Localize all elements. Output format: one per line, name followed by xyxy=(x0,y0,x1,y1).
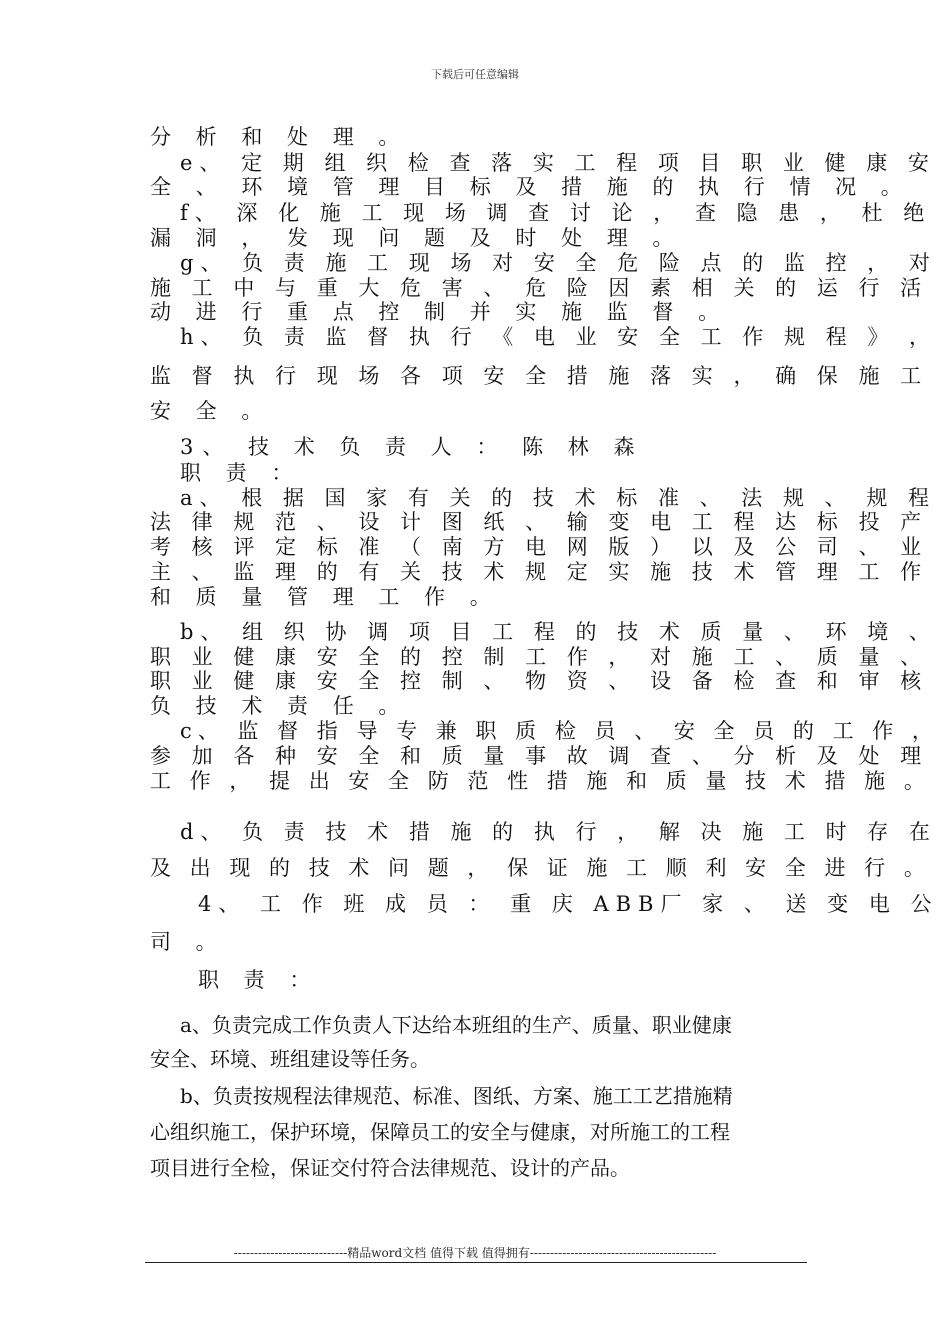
page-header: 下载后可任意编辑 xyxy=(431,68,519,81)
text-line: g、 负 责 施 工 现 场 对 安 全 危 险 点 的 监 控 ， 对 xyxy=(180,251,937,275)
text-line: 主 、 监 理 的 有 关 技 术 规 定 实 施 技 术 管 理 工 作 xyxy=(150,560,929,584)
text-line: 施 工 中 与 重 大 危 害 、 危 险 因 素 相 关 的 运 行 活 xyxy=(150,276,929,300)
text-line: 监 督 执 行 现 场 各 项 安 全 措 施 落 实 ， 确 保 施 工 xyxy=(150,364,929,388)
text-line: 全 、 环 境 管 理 目 标 及 措 施 的 执 行 情 况 。 xyxy=(150,175,911,199)
text-line: 安全、环境、班组建设等任务。 xyxy=(150,1047,430,1071)
text-line: b、负责按规程法律规范、标准、图纸、方案、施工工艺措施精 xyxy=(180,1084,733,1108)
text-line: 及 出 现 的 技 术 问 题 ， 保 证 施 工 顺 利 安 全 进 行 。 xyxy=(150,856,931,880)
text-line: 动 进 行 重 点 控 制 并 实 施 监 督 。 xyxy=(150,300,729,324)
text-line: 参 加 各 种 安 全 和 质 量 事 故 调 查 、 分 析 及 处 理 xyxy=(150,744,929,768)
text-line: 工 作 ， 提 出 安 全 防 范 性 措 施 和 质 量 技 术 措 施 。 xyxy=(150,769,931,793)
text-line: a、 根 据 国 家 有 关 的 技 术 标 准 、 法 规 、 规 程 xyxy=(180,486,936,510)
text-line: e、 定 期 组 织 检 查 落 实 工 程 项 目 职 业 健 康 安 xyxy=(180,151,936,175)
text-line: h、 负 责 监 督 执 行 《 电 业 安 全 工 作 规 程 》 ， xyxy=(180,325,938,349)
text-line: d、 负 责 技 术 措 施 的 执 行 ， 解 决 施 工 时 存 在 xyxy=(180,820,937,844)
text-line: 和 质 量 管 理 工 作 。 xyxy=(150,585,500,609)
text-line: 分 析 和 处 理 。 xyxy=(150,125,409,149)
text-line: a、负责完成工作负责人下达给本班组的生产、质量、职业健康 xyxy=(180,1013,732,1037)
text-line: 心组织施工，保护环境，保障员工的安全与健康，对所施工的工程 xyxy=(150,1120,730,1144)
text-line: 职 业 健 康 安 全 控 制 、 物 资 、 设 备 检 查 和 审 核 xyxy=(150,669,929,693)
text-line: 考 核 评 定 标 准 （ 南 方 电 网 版 ） 以 及 公 司 、 业 xyxy=(150,535,929,559)
footer-divider xyxy=(145,1262,807,1263)
text-line: b、 组 织 协 调 项 目 工 程 的 技 术 质 量 、 环 境 、 xyxy=(180,620,937,644)
section-heading: 3、 技 术 负 责 人 ： 陈 林 森 xyxy=(180,435,644,459)
text-line: f、 深 化 施 工 现 场 调 查 讨 论 ， 查 隐 患 ， 杜 绝 xyxy=(180,201,932,225)
text-line: 司 。 xyxy=(150,930,226,954)
page-footer: ----------------------------精品word文档 值得下载 值得拥有---------------------------------------------- xyxy=(233,1246,717,1260)
text-line: 安 全 。 xyxy=(150,399,272,423)
text-line: c、 监 督 指 导 专 兼 职 质 检 员 、 安 全 员 的 工 作 ， xyxy=(180,719,939,743)
text-line: 项目进行全检，保证交付符合法律规范、设计的产品。 xyxy=(150,1156,630,1180)
section-heading: 4、 工 作 班 成 员 ： 重 庆 ABB厂 家 、 送 变 电 公 xyxy=(198,892,939,916)
text-line: 漏 洞 ， 发 现 问 题 及 时 处 理 。 xyxy=(150,226,683,250)
text-line: 职 业 健 康 安 全 的 控 制 工 作 ， 对 施 工 、 质 量 、 xyxy=(150,645,929,669)
text-line: 职 责 ： xyxy=(180,461,302,485)
text-line: 职 责 ： xyxy=(198,968,320,992)
text-line: 法 律 规 范 、 设 计 图 纸 、 输 变 电 工 程 达 标 投 产 xyxy=(150,510,929,534)
text-line: 负 技 术 责 任 。 xyxy=(150,694,409,718)
